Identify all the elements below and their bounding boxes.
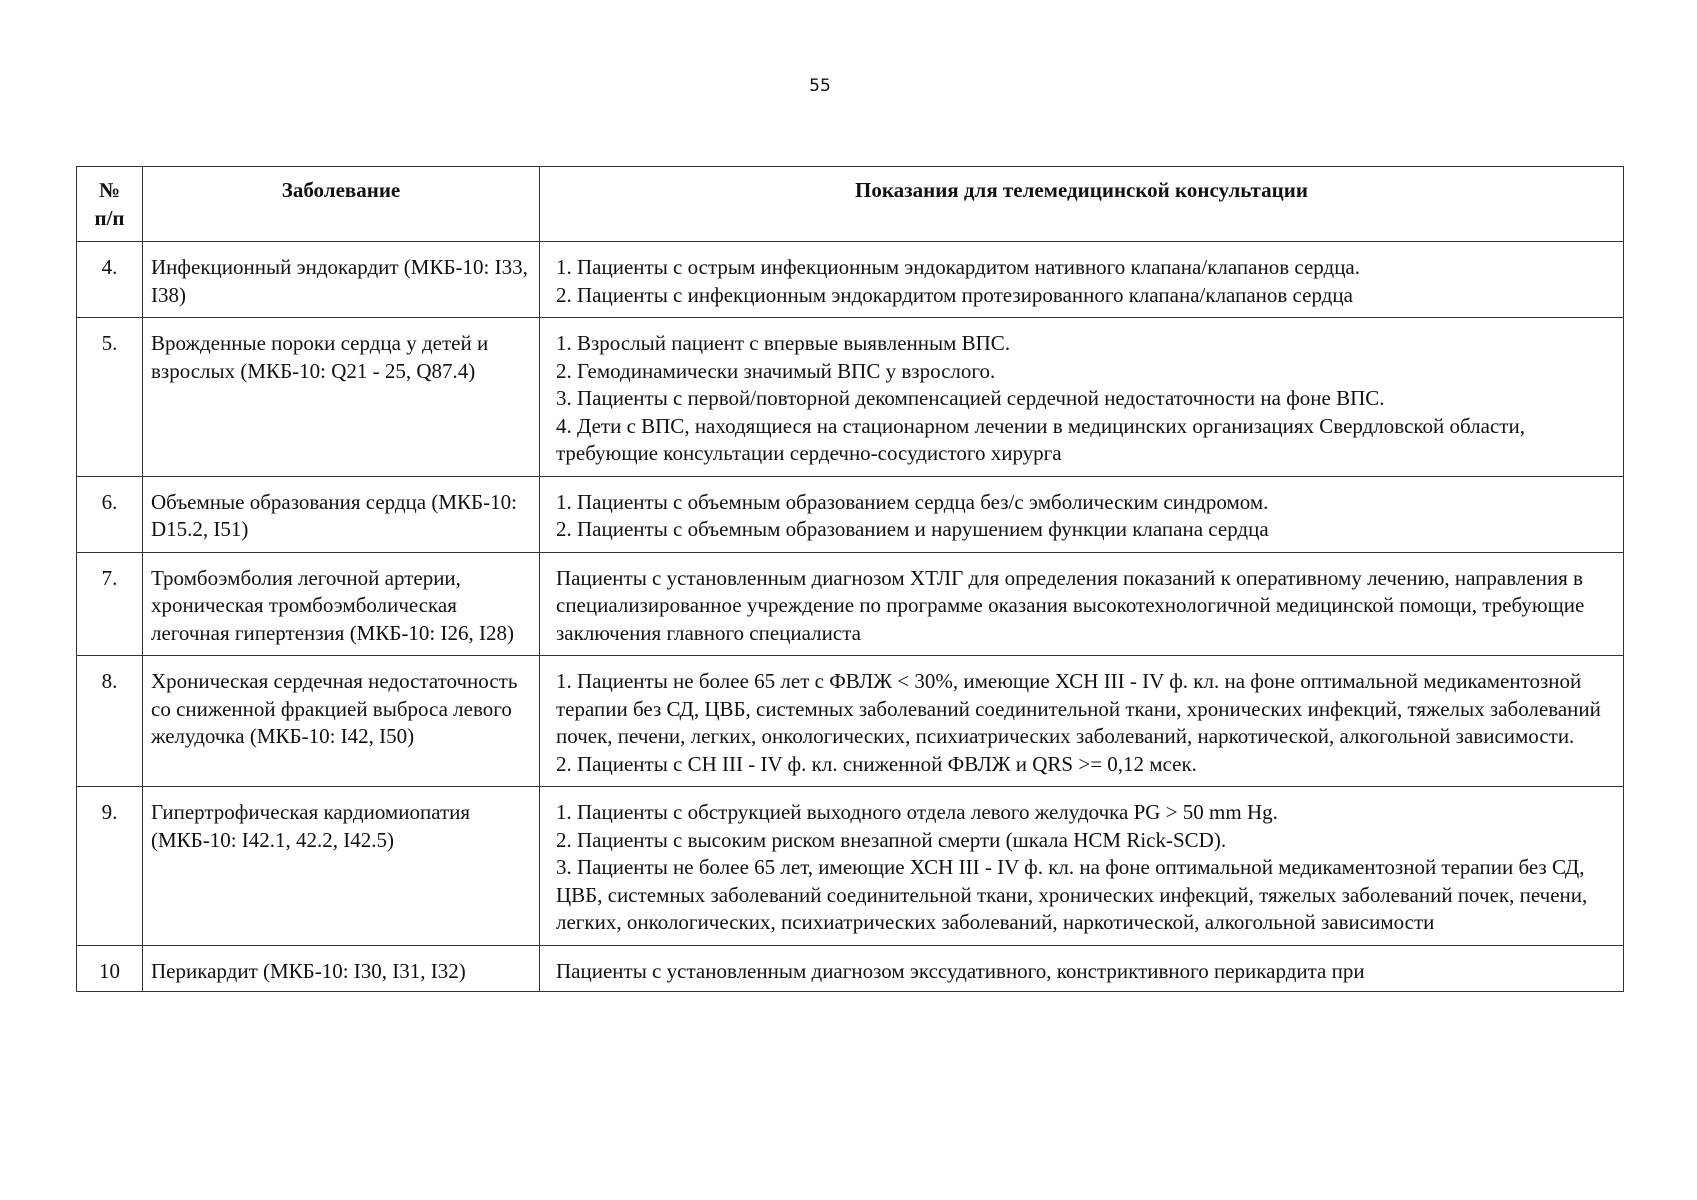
header-number-line2: п/п <box>94 205 125 230</box>
table-row <box>77 552 1624 656</box>
header-number-line1: № <box>98 178 121 202</box>
table-row <box>77 318 1624 477</box>
table-row <box>77 656 1624 787</box>
indication-item: 2. Пациенты с высоким риском внезапной смерти (шкала HCM Rick-SCD). <box>556 827 1227 852</box>
row-disease: Хроническая сердечная недостаточность со сниженной фракцией выброса левого желудочка (МКБ-10: I42, I50) <box>143 656 540 787</box>
table-row <box>77 787 1624 946</box>
row-indications <box>540 318 1624 477</box>
indication-item: 1. Взрослый пациент с впервые выявленным ВПС. <box>556 331 1011 355</box>
row-disease: Гипертрофическая кардиомиопатия (МКБ-10: I42.1, 42.2, I42.5) <box>143 787 540 946</box>
indication-item: 4. Дети с ВПС, находящиеся на стационарном лечении в медицинских организациях Свердловской области, требующие консультации сердечно-сосудистого хирурга <box>556 413 1525 465</box>
table-header-row <box>77 167 1624 242</box>
row-disease: Объемные образования сердца (МКБ-10: D15.2, I51) <box>143 476 540 552</box>
indication-item: Пациенты с установленным диагнозом экссудативного, констриктивного перикардита при <box>556 958 1365 983</box>
page-number: 55 <box>809 76 831 96</box>
row-number: 8. <box>77 656 143 787</box>
row-indications <box>540 656 1624 787</box>
row-number: 6. <box>77 476 143 552</box>
indication-item: 2. Пациенты с объемным образованием и нарушением функции клапана сердца <box>556 517 1269 541</box>
indication-item: Пациенты с установленным диагнозом ХТЛГ для определения показаний к оперативному лечению, направления в специализированное учреждение по программе оказания высокотехнологичной медицинской помощи, требующие заключения главного специалиста <box>556 565 1585 645</box>
indication-item: 1. Пациенты с обструкцией выходного отдела левого желудочка PG > 50 mm Hg. <box>556 800 1278 824</box>
header-indications: Показания для телемедицинской консультации <box>540 167 1624 242</box>
row-disease: Врожденные пороки сердца у детей и взрослых (МКБ-10: Q21 - 25, Q87.4) <box>143 318 540 477</box>
row-indications <box>540 787 1624 946</box>
table-row <box>77 242 1624 318</box>
indication-item: 3. Пациенты с первой/повторной декомпенсацией сердечной недостаточности на фоне ВПС. <box>556 386 1385 410</box>
indication-item: 2. Пациенты с инфекционным эндокардитом протезированного клапана/клапанов сердца <box>556 282 1353 307</box>
row-disease: Инфекционный эндокардит (МКБ-10: I33, I38) <box>143 242 540 318</box>
header-disease: Заболевание <box>143 167 540 242</box>
row-number: 9. <box>77 787 143 946</box>
table-row <box>77 476 1624 552</box>
indication-item: 1. Пациенты не более 65 лет с ФВЛЖ < 30%, имеющие ХСН III - IV ф. кл. на фоне оптимальной медикаментозной терапии без СД, ЦВБ, системных заболеваний соединительной ткани, хронических инфекций, тяжелых заболеваний почек, печени, легких, онкологических, психиатрических заболеваний, наркотической, алкогольной зависимости. <box>556 669 1601 748</box>
indication-item: 1. Пациенты с острым инфекционным эндокардитом нативного клапана/клапанов сердца. <box>556 255 1360 279</box>
row-number: 7. <box>77 552 143 656</box>
row-indications <box>540 476 1624 552</box>
row-indications <box>540 945 1624 992</box>
telemedicine-indications-table <box>76 166 1624 992</box>
indication-item: 3. Пациенты не более 65 лет, имеющие ХСН III - IV ф. кл. на фоне оптимальной медикаментозной терапии без СД, ЦВБ, системных заболеваний соединительной ткани, хронических инфекций, тяжелых заболеваний почек, печени, легких, онкологических, психиатрических заболеваний, наркотической, алкогольной зависимости <box>556 855 1588 934</box>
row-number: 5. <box>77 318 143 477</box>
indication-item: 2. Гемодинамически значимый ВПС у взрослого. <box>556 358 996 383</box>
row-number: 4. <box>77 242 143 318</box>
row-indications <box>540 242 1624 318</box>
table-row <box>77 945 1624 992</box>
row-indications <box>540 552 1624 656</box>
row-disease: Тромбоэмболия легочной артерии, хроническая тромбоэмболическая легочная гипертензия (МКБ-10: I26, I28) <box>143 552 540 656</box>
row-disease: Перикардит (МКБ-10: I30, I31, I32) <box>143 945 540 992</box>
indication-item: 2. Пациенты с СН III - IV ф. кл. сниженной ФВЛЖ и QRS >= 0,12 мсек. <box>556 751 1197 776</box>
indication-item: 1. Пациенты с объемным образованием сердца без/с эмболическим синдромом. <box>556 489 1269 514</box>
header-number <box>77 167 143 242</box>
row-number: 10 <box>77 945 143 992</box>
